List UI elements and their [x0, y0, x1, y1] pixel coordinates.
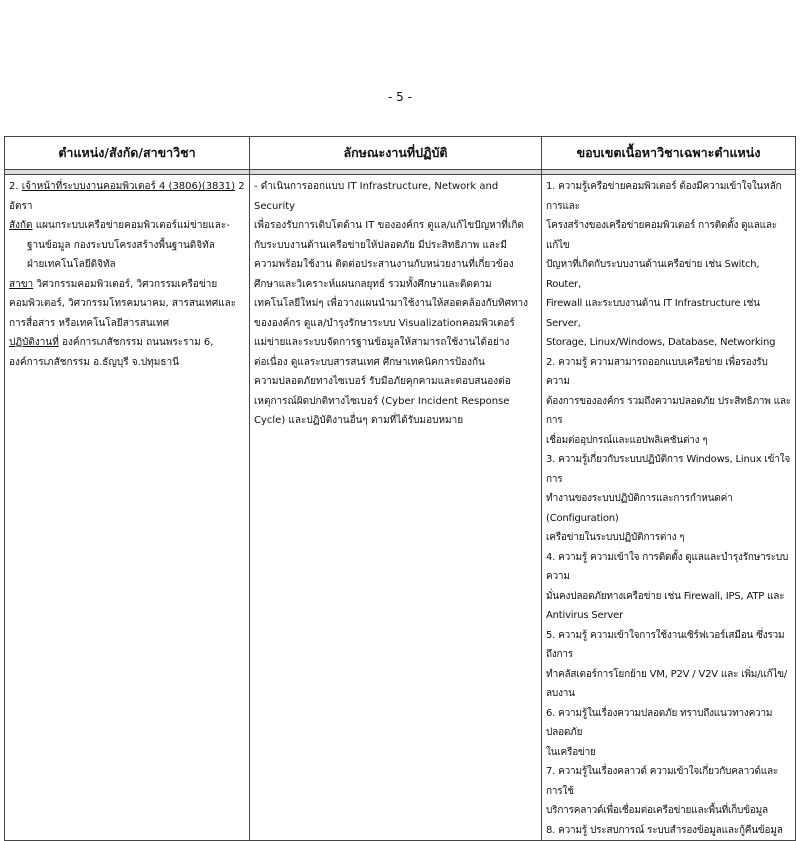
job-spec-table — [4, 136, 796, 841]
header-duties: ลักษณะงานที่ปฏิบัติ — [250, 137, 542, 170]
header-scope: ขอบเขตเนื้อหาวิชาเฉพาะตำแหน่ง — [542, 137, 796, 170]
scope-line: 1. ความรู้เครือข่ายคอมพิวเตอร์ ต้องมีความเข้าใจในหลักการและ — [546, 181, 782, 212]
workplace-label: ปฏิบัติงานที่ — [9, 337, 59, 348]
duties-cell — [250, 175, 542, 841]
scope-line: 4. ความรู้ ความเข้าใจ การติดตั้ง ดูแลและบำรุงรักษาระบบความ — [546, 551, 789, 582]
duties-line: ขององค์กร ดูแล/บำรุงรักษาระบบ Visualizationคอมพิวเตอร์ — [254, 317, 515, 329]
page-number: - 5 - — [388, 90, 412, 104]
affiliation-line — [9, 216, 245, 236]
position-title-line — [9, 177, 245, 216]
position-title: เจ้าหน้าที่ระบบงานคอมพิวเตอร์ 4 (3806)(3831) — [21, 181, 236, 192]
scope-line: มั่นคงปลอดภัยทางเครือข่าย เช่น Firewall, IPS, ATP และ — [546, 590, 785, 602]
scope-line: 3. ความรู้เกี่ยวกับระบบปฏิบัติการ Windows, Linux เข้าใจการ — [546, 454, 791, 485]
duties-line: เทคโนโลยีใหม่ๆ เพื่อวางแผนนำมาใช้งานให้สอดคล้องกับทิศทาง — [254, 298, 529, 309]
scope-line: Storage, Linux/Windows, Database, Networking — [546, 337, 776, 348]
major-text-3: การสื่อสาร หรือเทคโนโลยีสารสนเทศ — [9, 317, 170, 329]
scope-cell — [542, 175, 796, 841]
scope-line: 2. ความรู้ ความสามารถออกแบบเครือข่าย เพื่อรองรับความ — [546, 356, 768, 387]
scope-line: ในเครือข่าย — [546, 746, 596, 758]
affiliation-text-3: ฝ่ายเทคโนโลยีดิจิทัล — [27, 259, 116, 270]
workplace-text-2: องค์การเภสัชกรรม อ.ธัญบุรี จ.ปทุมธานี — [9, 356, 179, 368]
scope-line: Antivirus Server — [546, 610, 624, 621]
position-cell — [5, 175, 250, 841]
position-rate: 2 อัตรา — [9, 181, 245, 212]
position-number: 2. — [9, 181, 19, 192]
duties-line: แม่ข่ายและระบบจัดการฐานข้อมูลให้สามารถใช้งานได้อย่าง — [254, 337, 510, 348]
scope-line: เครือข่ายในระบบปฏิบัติการต่าง ๆ — [546, 532, 685, 543]
scope-line: ต้องการขององค์กร รวมถึงความปลอดภัย ประสิทธิภาพ และการ — [546, 395, 791, 426]
major-label: สาขา — [9, 278, 34, 290]
header-position: ตำแหน่ง/สังกัด/สาขาวิชา — [5, 137, 250, 170]
scope-line: ปัญหาที่เกิดกับระบบงานด้านเครือข่าย เช่น Switch, Router, — [546, 259, 760, 290]
affiliation-text-2: ฐานข้อมูล กองระบบโครงสร้างพื้นฐานดิจิทัล — [27, 239, 215, 251]
scope-line: เชื่อมต่ออุปกรณ์และแอปพลิเคชันต่าง ๆ — [546, 434, 708, 446]
scope-line: บริการคลาวด์เพื่อเชื่อมต่อเครือข่ายและพื้นที่เก็บข้อมูล — [546, 805, 768, 816]
workplace-text-1: องค์การเภสัชกรรม ถนนพระราม 6, — [62, 337, 214, 348]
affiliation-text-1: แผนกระบบเครือข่ายคอมพิวเตอร์แม่ข่ายและ- — [35, 220, 230, 231]
scope-line: 8. ความรู้ ประสบการณ์ ระบบสำรองข้อมูลและกู้คืนข้อมูล — [546, 824, 783, 836]
major-text-2: คอมพิวเตอร์, วิศวกรรมโทรคมนาคม, สารสนเทศและ — [9, 298, 237, 309]
duties-line: ต่อเนื่อง ดูแลระบบสารสนเทศ ศึกษาเทคนิคการป้องกัน — [254, 356, 485, 368]
major-text-1: วิศวกรรมคอมพิวเตอร์, วิศวกรรมเครือข่าย — [36, 278, 218, 290]
major-line — [9, 275, 245, 295]
scope-line: 7. ความรู้ในเรื่องคลาวด์ ความเข้าใจเกี่ยวกับคลาวด์และการใช้ — [546, 766, 779, 797]
duties-line: Cycle) และปฏิบัติงานอื่นๆ ตามที่ได้รับมอบหมาย — [254, 415, 464, 426]
duties-line: เพื่อรองรับการเติบโตด้าน IT ขององค์กร ดูแล/แก้ไขปัญหาที่เกิด — [254, 220, 524, 231]
scope-line: โครงสร้างของเครือข่ายคอมพิวเตอร์ การติดตั้ง ดูแลและแก้ไข — [546, 220, 777, 251]
scope-line: ทำงานของระบบปฏิบัติการและการกำหนดค่า (Configuration) — [546, 493, 733, 524]
duties-line: เหตุการณ์ผิดปกติทางไซเบอร์ (Cyber Incident Response — [254, 395, 510, 407]
duties-line: - ดำเนินการออกแบบ IT Infrastructure, Network and Security — [254, 181, 499, 212]
workplace-line — [9, 333, 245, 353]
scope-line: ทำคลัสเตอร์การโยกย้าย VM, P2V / V2V และ เพิ่ม/แก้ไข/ ลบงาน — [546, 668, 788, 699]
duties-line: กับระบบงานด้านเครือข่ายให้ปลอดภัย มีประสิทธิภาพ และมี — [254, 239, 507, 251]
scope-line: Firewall และระบบงานด้าน IT Infrastructure เช่น Server, — [546, 298, 760, 329]
affiliation-label: สังกัด — [9, 220, 33, 231]
duties-line: ความพร้อมใช้งาน ติดต่อประสานงานกับหน่วยงานที่เกี่ยวข้อง — [254, 259, 514, 270]
scope-line: 6. ความรู้ในเรื่องความปลอดภัย ทราบถึงแนวทางความปลอดภัย — [546, 707, 773, 738]
duties-line: ความปลอดภัยทางไซเบอร์ รับมือภัยคุกคามและตอบสนองต่อ — [254, 376, 511, 387]
duties-line: ศึกษาและวิเคราะห์แผนกลยุทธ์ รวมทั้งศึกษาและติดตาม — [254, 278, 492, 290]
scope-line: 5. ความรู้ ความเข้าใจการใช้งานเซิร์ฟเวอร์เสมือน ซึ่งรวมถึงการ — [546, 629, 785, 660]
